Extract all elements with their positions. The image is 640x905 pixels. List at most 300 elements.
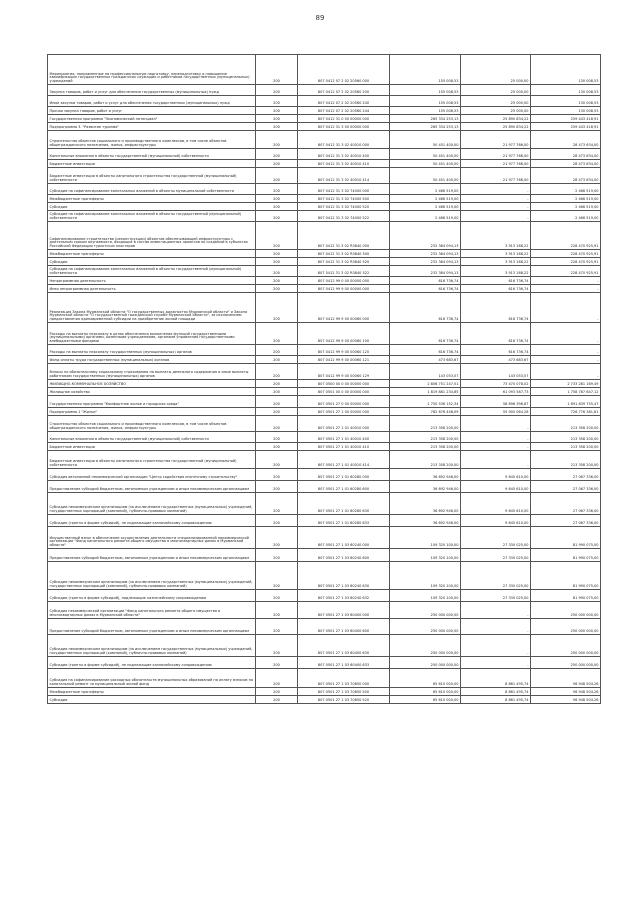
cell-admin-code: 200 xyxy=(256,85,298,96)
cell-approved-amount: 232 384 094,13 xyxy=(390,258,461,266)
cell-classification-code: 807 0412 31 3 02 74000 522 xyxy=(298,211,390,222)
table-row xyxy=(48,562,601,590)
cell-executed-amount: 21 977 766,00 xyxy=(461,149,531,160)
cell-executed-amount: - xyxy=(461,203,531,211)
cell-unexecuted-amount: 56 948 504,26 xyxy=(531,696,601,704)
cell-admin-code: 200 xyxy=(256,266,298,277)
table-row xyxy=(48,293,601,323)
cell-admin-code: 200 xyxy=(256,149,298,160)
cell-name: Субсидия автономной некоммерческой организации "Центр содействия ипотечному строительству" xyxy=(48,469,256,481)
cell-executed-amount: 9 645 610,00 xyxy=(461,515,531,527)
cell-approved-amount: 213 358 200,00 xyxy=(390,416,461,432)
cell-classification-code: 807 0412 31 3 02 74000 000 xyxy=(298,184,390,195)
cell-name: Субсидии xyxy=(48,258,256,266)
cell-classification-code: 807 0412 07 2 02 20560 000 xyxy=(298,55,390,85)
cell-classification-code: 807 0412 31 3 02 R3840 520 xyxy=(298,258,390,266)
cell-executed-amount: - xyxy=(461,416,531,432)
cell-admin-code: 200 xyxy=(256,55,298,85)
table-row xyxy=(48,469,601,481)
cell-unexecuted-amount: 250 000 000,00 xyxy=(531,657,601,669)
budget-execution-table xyxy=(47,54,601,704)
cell-classification-code: 807 0501 27 1 03 60400 633 xyxy=(298,657,390,669)
cell-executed-amount: 27 330 025,00 xyxy=(461,562,531,590)
cell-classification-code: 807 0501 27 1 00 00000 000 xyxy=(298,408,390,416)
cell-admin-code: 200 xyxy=(256,635,298,657)
cell-name: Предоставление субсидий бюджетным, автономным учреждениям и иным некоммерческим организациям xyxy=(48,619,256,635)
cell-approved-amount: 250 000 000,00 xyxy=(390,602,461,619)
table-row xyxy=(48,549,601,562)
cell-name: Подпрограмма 1 "Жилье" xyxy=(48,408,256,416)
cell-unexecuted-amount: 2 466 519,00 xyxy=(531,203,601,211)
cell-approved-amount: 473 683,67 xyxy=(390,356,461,364)
cell-admin-code: 200 xyxy=(256,515,298,527)
table-row xyxy=(48,388,601,396)
cell-unexecuted-amount: - xyxy=(531,285,601,293)
cell-executed-amount: 21 977 766,00 xyxy=(461,131,531,149)
table-row xyxy=(48,416,601,432)
cell-approved-amount: 616 736,74 xyxy=(390,285,461,293)
cell-classification-code: 807 0501 27 1 03 70850 500 xyxy=(298,688,390,696)
table-row xyxy=(48,451,601,469)
cell-unexecuted-amount: 1 758 787 647,12 xyxy=(531,388,601,396)
cell-approved-amount: 782 676 446,09 xyxy=(390,408,461,416)
cell-executed-amount: 25 000,00 xyxy=(461,85,531,96)
table-row xyxy=(48,688,601,696)
cell-name: Субсидии (гранты в форме субсидий), не подлежащие казначейскому сопровождению xyxy=(48,515,256,527)
cell-admin-code: 200 xyxy=(256,408,298,416)
cell-unexecuted-amount: 81 990 075,00 xyxy=(531,527,601,549)
cell-executed-amount: 25 890 834,22 xyxy=(461,115,531,123)
cell-executed-amount: 3 913 168,22 xyxy=(461,250,531,258)
cell-unexecuted-amount: 250 000 000,00 xyxy=(531,602,601,619)
cell-unexecuted-amount: 228 470 925,91 xyxy=(531,258,601,266)
table-row xyxy=(48,55,601,85)
table-row xyxy=(48,364,601,380)
table-row xyxy=(48,408,601,416)
table-row xyxy=(48,222,601,250)
cell-approved-amount: 213 358 200,00 xyxy=(390,451,461,469)
cell-executed-amount: 616 736,74 xyxy=(461,277,531,285)
cell-name: Фонд оплаты труда государственных (муниципальных) органов xyxy=(48,356,256,364)
cell-approved-amount: 65 610 000,00 xyxy=(390,669,461,688)
cell-unexecuted-amount: 130 008,53 xyxy=(531,85,601,96)
cell-classification-code: 807 0412 31 3 02 R3840 522 xyxy=(298,266,390,277)
cell-executed-amount: 473 683,67 xyxy=(461,356,531,364)
cell-unexecuted-amount: 259 443 418,91 xyxy=(531,123,601,131)
cell-classification-code: 807 0501 27 1 01 60280 000 xyxy=(298,469,390,481)
cell-unexecuted-amount: 2 466 519,00 xyxy=(531,211,601,222)
cell-admin-code: 200 xyxy=(256,619,298,635)
cell-classification-code: 807 0412 07 2 02 20560 240 xyxy=(298,96,390,107)
cell-unexecuted-amount: 56 948 504,26 xyxy=(531,669,601,688)
cell-approved-amount: 232 384 094,13 xyxy=(390,222,461,250)
cell-admin-code: 200 xyxy=(256,131,298,149)
cell-name: Взносы по обязательному социальному страхованию на выплаты денежного содержания и иные выплаты работникам государственных (муниципальных) органов xyxy=(48,364,256,380)
cell-unexecuted-amount: 27 067 336,00 xyxy=(531,515,601,527)
table-row xyxy=(48,131,601,149)
cell-admin-code: 200 xyxy=(256,443,298,451)
table-row xyxy=(48,635,601,657)
cell-classification-code: 807 0412 31 3 02 40010 410 xyxy=(298,160,390,168)
cell-classification-code: 807 0412 31 3 02 R3840 000 xyxy=(298,222,390,250)
cell-classification-code: 807 0412 99 9 00 00060 100 xyxy=(298,323,390,345)
cell-approved-amount: 250 000 000,00 xyxy=(390,635,461,657)
cell-unexecuted-amount: 27 067 336,00 xyxy=(531,481,601,493)
cell-admin-code: 200 xyxy=(256,451,298,469)
cell-admin-code: 200 xyxy=(256,493,298,515)
cell-unexecuted-amount: 81 990 075,00 xyxy=(531,590,601,602)
cell-executed-amount: 616 736,74 xyxy=(461,345,531,356)
cell-approved-amount: 616 736,74 xyxy=(390,345,461,356)
cell-classification-code: 807 0501 27 1 03 60240 600 xyxy=(298,549,390,562)
cell-admin-code: 200 xyxy=(256,250,298,258)
table-row xyxy=(48,590,601,602)
table-row xyxy=(48,515,601,527)
cell-executed-amount: 9 645 610,00 xyxy=(461,481,531,493)
cell-admin-code: 200 xyxy=(256,380,298,388)
cell-unexecuted-amount: 213 358 200,00 xyxy=(531,451,601,469)
table-row xyxy=(48,211,601,222)
cell-executed-amount: 58 696 396,87 xyxy=(461,396,531,408)
cell-approved-amount: 36 692 946,00 xyxy=(390,469,461,481)
cell-admin-code: 200 xyxy=(256,277,298,285)
cell-name: Субсидии на софинансирование капитальных вложений в объекты государственной (муниципальной) собственности xyxy=(48,211,256,222)
cell-admin-code: 200 xyxy=(256,562,298,590)
cell-name: Капитальные вложения в объекты государственной (муниципальной) собственности xyxy=(48,149,256,160)
table-row xyxy=(48,195,601,203)
table-row xyxy=(48,380,601,388)
cell-executed-amount: 61 093 587,73 xyxy=(461,388,531,396)
table-row xyxy=(48,432,601,443)
cell-approved-amount: 2 806 751 247,51 xyxy=(390,380,461,388)
cell-executed-amount: 616 736,74 xyxy=(461,293,531,323)
cell-admin-code: 200 xyxy=(256,258,298,266)
cell-admin-code: 200 xyxy=(256,481,298,493)
cell-admin-code: 200 xyxy=(256,222,298,250)
cell-unexecuted-amount: 2 466 519,00 xyxy=(531,195,601,203)
cell-unexecuted-amount: 213 358 200,00 xyxy=(531,432,601,443)
cell-classification-code: 807 0412 31 3 02 74000 520 xyxy=(298,203,390,211)
cell-name: Субсидия на софинансирование расходных обязательств муниципальных образований на оплату взносов на капитальный ремонт за муниципальный жилой фонд xyxy=(48,669,256,688)
cell-classification-code: 807 0501 27 1 01 60280 600 xyxy=(298,481,390,493)
cell-classification-code: 807 0412 99 9 00 00000 000 xyxy=(298,285,390,293)
page-number: 89 xyxy=(315,14,325,22)
cell-executed-amount: - xyxy=(461,211,531,222)
cell-classification-code: 807 0501 27 1 01 40010 400 xyxy=(298,432,390,443)
cell-classification-code: 807 0501 27 1 01 40010 000 xyxy=(298,416,390,432)
cell-name: Бюджетные инвестиции в объекты капитального строительства государственной (муниципальной) собственности xyxy=(48,451,256,469)
cell-classification-code: 807 0501 27 1 03 70850 000 xyxy=(298,669,390,688)
table-row xyxy=(48,160,601,168)
cell-unexecuted-amount: 28 473 634,00 xyxy=(531,149,601,160)
cell-admin-code: 200 xyxy=(256,669,298,688)
cell-classification-code: 807 0412 31 3 02 74000 500 xyxy=(298,195,390,203)
cell-classification-code: 807 0501 00 0 00 00000 000 xyxy=(298,388,390,396)
cell-executed-amount: - xyxy=(461,657,531,669)
table-row xyxy=(48,669,601,688)
cell-classification-code: 807 0412 31 3 02 40010 000 xyxy=(298,131,390,149)
cell-name: Строительство объектов социального и производственного комплексов, в том числе объектов общегражданского назначения, жилья, инфраструктуры xyxy=(48,131,256,149)
table-row xyxy=(48,184,601,195)
cell-approved-amount: 213 358 200,00 xyxy=(390,443,461,451)
cell-name: Субсидии некоммерческим организациям (за исключением государственных (муниципальных) учреждений, государственных корпораций (компаний), публично-правовых компаний) xyxy=(48,493,256,515)
cell-name: Субсидии на софинансирование капитальных вложений в объекты государственной (муниципальной) собственности xyxy=(48,266,256,277)
cell-classification-code: 807 0501 27 1 03 70850 520 xyxy=(298,696,390,704)
table-row xyxy=(48,123,601,131)
cell-approved-amount: 109 320 100,00 xyxy=(390,590,461,602)
cell-unexecuted-amount: 130 008,53 xyxy=(531,55,601,85)
cell-classification-code: 807 0412 31 3 02 40010 414 xyxy=(298,168,390,184)
cell-admin-code: 200 xyxy=(256,590,298,602)
cell-admin-code: 200 xyxy=(256,96,298,107)
cell-executed-amount: - xyxy=(461,195,531,203)
cell-admin-code: 200 xyxy=(256,388,298,396)
cell-classification-code: 807 0501 27 1 03 60240 632 xyxy=(298,590,390,602)
cell-executed-amount: 25 000,00 xyxy=(461,107,531,115)
cell-admin-code: 200 xyxy=(256,195,298,203)
cell-approved-amount: 155 008,53 xyxy=(390,55,461,85)
cell-executed-amount: 8 661 495,74 xyxy=(461,688,531,696)
cell-admin-code: 200 xyxy=(256,293,298,323)
table-row xyxy=(48,285,601,293)
cell-name: Предоставление субсидий бюджетным, автономным учреждениям и иным некоммерческим организациям xyxy=(48,481,256,493)
cell-approved-amount: 143 053,07 xyxy=(390,364,461,380)
cell-admin-code: 200 xyxy=(256,469,298,481)
table-row xyxy=(48,602,601,619)
cell-executed-amount: 73 470 078,02 xyxy=(461,380,531,388)
cell-classification-code: 807 0412 31 0 00 00000 000 xyxy=(298,115,390,123)
cell-unexecuted-amount: - xyxy=(531,323,601,345)
cell-unexecuted-amount: 2 466 519,00 xyxy=(531,184,601,195)
cell-unexecuted-amount: 28 473 634,00 xyxy=(531,160,601,168)
cell-admin-code: 200 xyxy=(256,657,298,669)
cell-classification-code: 807 0412 07 2 02 20560 244 xyxy=(298,107,390,115)
table-row xyxy=(48,696,601,704)
cell-classification-code: 807 0412 99 9 00 00060 121 xyxy=(298,356,390,364)
cell-approved-amount: 2 466 519,00 xyxy=(390,211,461,222)
cell-executed-amount: 616 736,74 xyxy=(461,285,531,293)
cell-approved-amount: 155 008,53 xyxy=(390,96,461,107)
cell-name: Субсидии на софинансирование капитальных вложений в объекты муниципальной собственности xyxy=(48,184,256,195)
cell-unexecuted-amount: 28 473 634,00 xyxy=(531,168,601,184)
cell-admin-code: 200 xyxy=(256,602,298,619)
cell-name: Межбюджетные трансферты xyxy=(48,250,256,258)
cell-executed-amount: 21 977 766,00 xyxy=(461,160,531,168)
cell-unexecuted-amount: 228 470 925,91 xyxy=(531,222,601,250)
cell-approved-amount: 250 000 000,00 xyxy=(390,619,461,635)
cell-name: Непрограммная деятельность xyxy=(48,277,256,285)
cell-name: Подпрограмма 3. "Развитие туризма" xyxy=(48,123,256,131)
cell-name: Субсидии некоммерческим организациям (за исключением государственных (муниципальных) учреждений, государственных корпораций (компаний), публично-правовых компаний) xyxy=(48,562,256,590)
cell-name: Субсидии (гранты в форме субсидий), подлежащие казначейскому сопровождению xyxy=(48,590,256,602)
cell-name: Бюджетные инвестиции xyxy=(48,443,256,451)
cell-classification-code: 807 0501 27 1 03 60240 630 xyxy=(298,562,390,590)
cell-approved-amount: 109 320 100,00 xyxy=(390,549,461,562)
table-row xyxy=(48,250,601,258)
cell-executed-amount: - xyxy=(461,602,531,619)
cell-classification-code: 807 0501 27 0 00 00000 000 xyxy=(298,396,390,408)
cell-name: Расходы на выплаты персоналу государственных (муниципальных) органов xyxy=(48,345,256,356)
cell-executed-amount: 21 977 766,00 xyxy=(461,168,531,184)
cell-approved-amount: 1 819 881 234,85 xyxy=(390,388,461,396)
cell-classification-code: 807 0501 27 1 01 40010 414 xyxy=(298,451,390,469)
cell-unexecuted-amount: 250 000 000,00 xyxy=(531,635,601,657)
cell-name: Капитальные вложения в объекты государственной (муниципальной) собственности xyxy=(48,432,256,443)
table-row xyxy=(48,107,601,115)
cell-unexecuted-amount: 726 776 381,81 xyxy=(531,408,601,416)
table-row xyxy=(48,345,601,356)
cell-approved-amount: 65 610 000,00 xyxy=(390,696,461,704)
cell-executed-amount: 27 330 025,00 xyxy=(461,590,531,602)
cell-name: Мероприятия, направленные на профессиональную подготовку, переподготовку и повышение квалификации государственных гражданских служащих и работников государственных (муниципальных) учреждений xyxy=(48,55,256,85)
cell-executed-amount: - xyxy=(461,443,531,451)
cell-executed-amount: 9 645 610,00 xyxy=(461,493,531,515)
table-row xyxy=(48,657,601,669)
cell-classification-code: 807 0412 99 9 00 00060 120 xyxy=(298,345,390,356)
cell-name: Бюджетные инвестиции xyxy=(48,160,256,168)
cell-name: Строительство объектов социального и производственного комплексов, в том числе объектов общегражданского назначения, жилья, инфраструктуры xyxy=(48,416,256,432)
cell-classification-code: 807 0412 31 3 02 R3840 500 xyxy=(298,250,390,258)
cell-classification-code: 807 0501 27 1 03 60400 600 xyxy=(298,619,390,635)
cell-executed-amount: - xyxy=(461,619,531,635)
cell-executed-amount: 9 645 610,00 xyxy=(461,469,531,481)
cell-classification-code: 807 0412 07 2 02 20560 200 xyxy=(298,85,390,96)
cell-classification-code: 807 0501 27 1 03 60400 630 xyxy=(298,635,390,657)
cell-unexecuted-amount: 259 443 418,91 xyxy=(531,115,601,123)
cell-admin-code: 200 xyxy=(256,123,298,131)
table-row xyxy=(48,443,601,451)
cell-name: Иная непрограммная деятельность xyxy=(48,285,256,293)
cell-admin-code: 200 xyxy=(256,211,298,222)
cell-executed-amount: 55 900 064,28 xyxy=(461,408,531,416)
cell-admin-code: 200 xyxy=(256,432,298,443)
cell-name: Государственная программа "Комфортное жилье и городская среда" xyxy=(48,396,256,408)
cell-executed-amount: 27 330 025,00 xyxy=(461,527,531,549)
cell-admin-code: 200 xyxy=(256,527,298,549)
cell-admin-code: 200 xyxy=(256,696,298,704)
cell-unexecuted-amount: 81 990 075,00 xyxy=(531,549,601,562)
table-row xyxy=(48,115,601,123)
table-row xyxy=(48,96,601,107)
cell-unexecuted-amount: 250 000 000,00 xyxy=(531,619,601,635)
cell-name: Иные закупки товаров, работ и услуг для обеспечения государственных (муниципальных) нужд xyxy=(48,96,256,107)
cell-executed-amount: - xyxy=(461,451,531,469)
cell-admin-code: 200 xyxy=(256,184,298,195)
cell-approved-amount: 2 466 519,00 xyxy=(390,195,461,203)
cell-classification-code: 807 0412 31 3 02 40010 400 xyxy=(298,149,390,160)
cell-approved-amount: 1 750 536 152,34 xyxy=(390,396,461,408)
cell-executed-amount: 27 330 025,00 xyxy=(461,549,531,562)
cell-name: Субсидии xyxy=(48,696,256,704)
table-row xyxy=(48,619,601,635)
cell-unexecuted-amount: - xyxy=(531,277,601,285)
cell-unexecuted-amount: 130 008,53 xyxy=(531,107,601,115)
cell-name: Имущественный взнос в обеспечение осуществления деятельности специализированной некоммерческой организации "Фонд капитального ремонта общего имущества в многоквартирных домах в Мурманской области" xyxy=(48,527,256,549)
cell-executed-amount: 616 736,74 xyxy=(461,323,531,345)
cell-classification-code: 807 0501 27 1 03 60240 000 xyxy=(298,527,390,549)
cell-admin-code: 200 xyxy=(256,160,298,168)
cell-unexecuted-amount: 228 470 925,91 xyxy=(531,250,601,258)
cell-executed-amount: - xyxy=(461,635,531,657)
cell-unexecuted-amount: 28 473 634,00 xyxy=(531,131,601,149)
cell-name: Расходы на выплаты персоналу в целях обеспечения выполнения функций государственными (муниципальными) органами, казенными учреждениями, органами управления государственными внебюджетными фондами xyxy=(48,323,256,345)
cell-name: Закупка товаров, работ и услуг для обеспечения государственных (муниципальных) нужд xyxy=(48,85,256,96)
cell-executed-amount: 8 661 495,74 xyxy=(461,669,531,688)
cell-executed-amount: 3 913 168,22 xyxy=(461,258,531,266)
cell-unexecuted-amount: 213 358 200,00 xyxy=(531,443,601,451)
cell-admin-code: 200 xyxy=(256,364,298,380)
cell-executed-amount: 25 000,00 xyxy=(461,96,531,107)
cell-unexecuted-amount: 2 733 281 169,49 xyxy=(531,380,601,388)
cell-classification-code: 807 0501 27 1 01 40010 410 xyxy=(298,443,390,451)
cell-name: Государственная программа "Экономический потенциал" xyxy=(48,115,256,123)
table-row xyxy=(48,149,601,160)
cell-admin-code: 200 xyxy=(256,168,298,184)
table-row xyxy=(48,481,601,493)
cell-admin-code: 200 xyxy=(256,549,298,562)
cell-unexecuted-amount: 27 067 336,00 xyxy=(531,469,601,481)
cell-name: Реализация Закона Мурманской области "О государственных должностях Мурманской области" и Закона Мурманской области "О государственной гражданской службе Мурманской области", за исключением предоставления единовременной субсидии на приобретение жилой площади xyxy=(48,293,256,323)
cell-unexecuted-amount: - xyxy=(531,364,601,380)
cell-name: Межбюджетные трансферты xyxy=(48,195,256,203)
cell-name: Прочая закупка товаров, работ и услуг xyxy=(48,107,256,115)
table-row xyxy=(48,85,601,96)
cell-admin-code: 200 xyxy=(256,688,298,696)
cell-admin-code: 200 xyxy=(256,345,298,356)
table-row xyxy=(48,168,601,184)
cell-approved-amount: 50 451 400,00 xyxy=(390,160,461,168)
cell-approved-amount: 36 692 946,00 xyxy=(390,481,461,493)
cell-approved-amount: 616 736,74 xyxy=(390,293,461,323)
cell-approved-amount: 285 334 253,13 xyxy=(390,115,461,123)
cell-approved-amount: 50 451 400,00 xyxy=(390,168,461,184)
cell-approved-amount: 285 334 253,13 xyxy=(390,123,461,131)
cell-approved-amount: 36 692 946,00 xyxy=(390,515,461,527)
cell-unexecuted-amount: - xyxy=(531,293,601,323)
cell-admin-code: 200 xyxy=(256,416,298,432)
cell-approved-amount: 109 320 100,00 xyxy=(390,527,461,549)
cell-classification-code: 807 0501 27 1 03 60400 000 xyxy=(298,602,390,619)
cell-name: Бюджетные инвестиции в объекты капитального строительства государственной (муниципальной) собственности xyxy=(48,168,256,184)
cell-approved-amount: 36 692 946,00 xyxy=(390,493,461,515)
cell-name: Субсидии xyxy=(48,203,256,211)
cell-approved-amount: 2 466 519,00 xyxy=(390,203,461,211)
cell-admin-code: 200 xyxy=(256,356,298,364)
table-row xyxy=(48,323,601,345)
cell-admin-code: 200 xyxy=(256,396,298,408)
cell-unexecuted-amount: - xyxy=(531,356,601,364)
cell-classification-code: 807 0501 27 1 01 60280 630 xyxy=(298,493,390,515)
cell-approved-amount: 616 736,74 xyxy=(390,277,461,285)
cell-approved-amount: 155 008,53 xyxy=(390,107,461,115)
cell-unexecuted-amount: 1 691 839 755,47 xyxy=(531,396,601,408)
cell-name: Субсидия некоммерческой организации "Фонд капитального ремонта общего имущества в многоквартирных домах в Мурманской области" xyxy=(48,602,256,619)
cell-unexecuted-amount: 130 008,53 xyxy=(531,96,601,107)
cell-name: Предоставление субсидий бюджетным, автономным учреждениям и иным некоммерческим организациям xyxy=(48,549,256,562)
cell-approved-amount: 250 000 000,00 xyxy=(390,657,461,669)
cell-classification-code: 807 0412 99 9 00 00060 000 xyxy=(298,293,390,323)
cell-classification-code: 807 0412 99 9 00 00060 129 xyxy=(298,364,390,380)
table-row xyxy=(48,527,601,549)
cell-executed-amount: 3 913 168,22 xyxy=(461,222,531,250)
cell-approved-amount: 50 451 400,00 xyxy=(390,149,461,160)
cell-executed-amount: 3 913 168,22 xyxy=(461,266,531,277)
cell-executed-amount: 25 000,00 xyxy=(461,55,531,85)
cell-approved-amount: 616 736,74 xyxy=(390,323,461,345)
cell-executed-amount: 25 890 834,22 xyxy=(461,123,531,131)
cell-classification-code: 807 0501 27 1 01 60280 633 xyxy=(298,515,390,527)
cell-executed-amount: - xyxy=(461,432,531,443)
